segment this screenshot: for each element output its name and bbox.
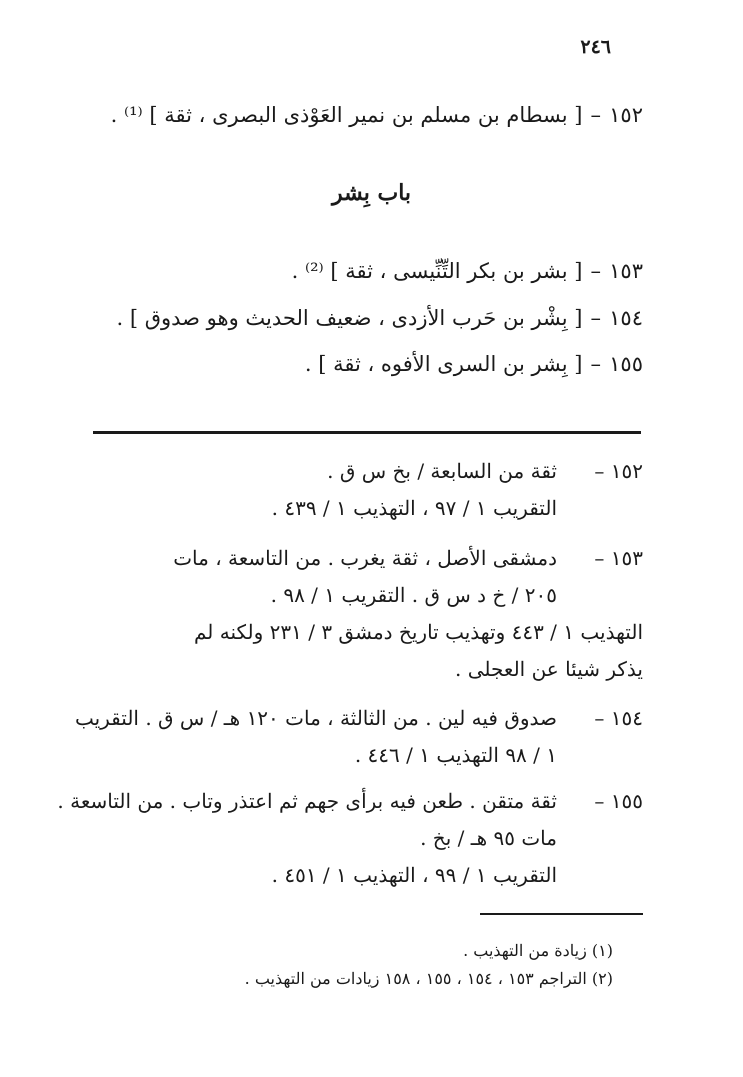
footnote-divider [480, 913, 643, 915]
footnote-marker: (٢) [591, 969, 613, 988]
note-line: مات ٩٥ هـ / بخ . [420, 826, 557, 850]
note-text: ثقة من السابعة / بخ س ق . [327, 459, 557, 483]
section-divider [93, 431, 641, 434]
entry-155 [83, 349, 643, 379]
note-line [57, 783, 643, 820]
entry-number: ١٥٤ [609, 306, 643, 330]
entry-153 [83, 256, 643, 286]
note-line: ١ / ٩٨ التهذيب ١ / ٤٤٦ . [354, 743, 557, 767]
section-heading: باب بِشر [331, 180, 412, 206]
note-line: يذكر شيئا عن العجلى . [455, 657, 643, 681]
entry-number: ١٥٢ [609, 103, 643, 127]
footnote-2 [245, 968, 613, 990]
entry-dash: – [590, 103, 601, 127]
note-text: صدوق فيه لين . من الثالثة ، مات ١٢٠ هـ / س ق . التقريب [74, 706, 557, 730]
note-153 [85, 540, 643, 688]
note-line [85, 453, 643, 490]
footnote-text: زيادة من التهذيب . [463, 941, 587, 960]
note-line [85, 540, 643, 577]
page-number: ٢٤٦ [580, 36, 611, 58]
note-line: التقريب ١ / ٩٩ ، التهذيب ١ / ٤٥١ . [271, 863, 557, 887]
entry-text: [ بشر بن بكر التِّنِّيسى ، ثقة ] ⁽²⁾ . [291, 259, 583, 283]
note-dash: – [594, 459, 605, 483]
footnote-text: التراجم ١٥٣ ، ١٥٤ ، ١٥٥ ، ١٥٨ زيادات من التهذيب . [244, 969, 587, 988]
note-number: ١٥٤ [610, 706, 643, 730]
entry-text: [ بسطام بن مسلم بن نمير العَوْذى البصرى ، ثقة ] ⁽¹⁾ . [110, 103, 583, 127]
entry-152 [83, 100, 643, 130]
note-number: ١٥٣ [610, 546, 643, 570]
note-line: ٢٠٥ / خ د س ق . التقريب ١ / ٩٨ . [270, 583, 557, 607]
entry-dash: – [590, 352, 601, 376]
entry-text: [ بِشْر بن حَرب الأزدى ، ضعيف الحديث وهو صدوق ] . [116, 306, 583, 330]
entry-number: ١٥٥ [609, 352, 643, 376]
entry-dash: – [590, 259, 601, 283]
note-dash: – [594, 789, 605, 813]
note-text: دمشقى الأصل ، ثقة يغرب . من التاسعة ، مات [173, 546, 557, 570]
note-line: التقريب ١ / ٩٧ ، التهذيب ١ / ٤٣٩ . [271, 496, 557, 520]
note-line: التهذيب ١ / ٤٤٣ وتهذيب تاريخ دمشق ٣ / ٢٣١ ولكنه لم [193, 620, 643, 644]
note-dash: – [594, 546, 605, 570]
entry-154 [83, 303, 643, 333]
note-154 [74, 700, 643, 774]
footnote-1 [463, 940, 613, 962]
note-152 [85, 453, 643, 527]
entry-number: ١٥٣ [609, 259, 643, 283]
note-number: ١٥٥ [610, 789, 643, 813]
note-155 [57, 783, 643, 894]
note-line [74, 700, 643, 737]
note-number: ١٥٢ [610, 459, 643, 483]
entry-text: [ بِشر بن السرى الأفوه ، ثقة ] . [304, 352, 583, 376]
entry-dash: – [590, 306, 601, 330]
footnote-marker: (١) [591, 941, 613, 960]
note-dash: – [594, 706, 605, 730]
note-text: ثقة متقن . طعن فيه برأى جهم ثم اعتذر وتاب . من التاسعة . [57, 789, 557, 813]
